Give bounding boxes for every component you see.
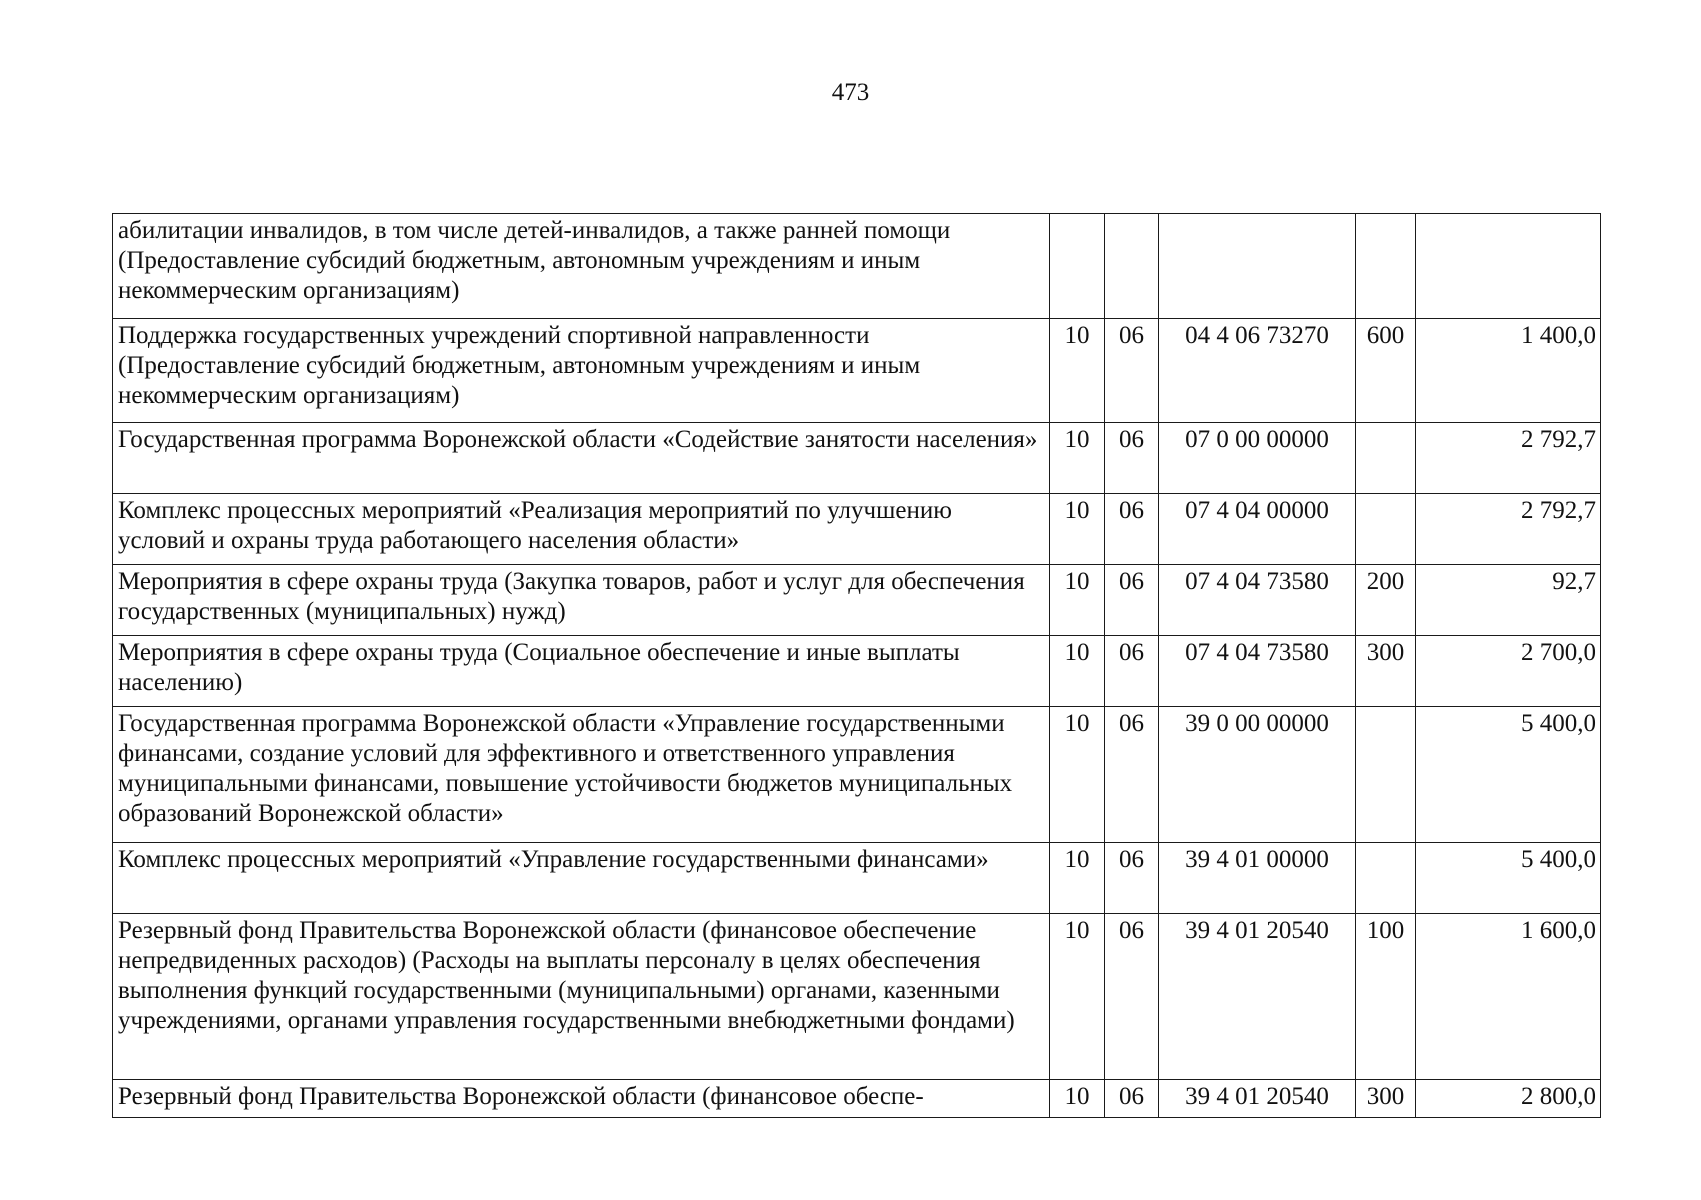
table-row [113, 423, 1601, 494]
row-expense-type [1356, 843, 1416, 914]
row-section [1050, 214, 1105, 319]
row-amount [1416, 214, 1601, 319]
row-expense-type: 300 [1356, 636, 1416, 707]
row-target-article: 07 4 04 00000 [1159, 494, 1356, 565]
table-row [113, 843, 1601, 914]
row-section: 10 [1050, 843, 1105, 914]
row-subsection: 06 [1105, 1080, 1159, 1118]
table-row [113, 707, 1601, 843]
row-section: 10 [1050, 707, 1105, 843]
row-amount: 2 792,7 [1416, 423, 1601, 494]
row-section: 10 [1050, 914, 1105, 1080]
row-target-article [1159, 214, 1356, 319]
row-subsection: 06 [1105, 636, 1159, 707]
row-target-article: 07 4 04 73580 [1159, 636, 1356, 707]
row-amount: 92,7 [1416, 565, 1601, 636]
row-amount: 5 400,0 [1416, 843, 1601, 914]
row-amount: 2 700,0 [1416, 636, 1601, 707]
row-description: Мероприятия в сфере охраны труда (Закупка товаров, работ и услуг для обеспечения государственных (муниципальных) нужд) [113, 565, 1050, 636]
row-amount: 5 400,0 [1416, 707, 1601, 843]
row-target-article: 39 4 01 20540 [1159, 1080, 1356, 1118]
row-amount: 1 400,0 [1416, 319, 1601, 423]
row-expense-type: 200 [1356, 565, 1416, 636]
row-subsection: 06 [1105, 423, 1159, 494]
table-row [113, 494, 1601, 565]
row-section: 10 [1050, 494, 1105, 565]
row-section: 10 [1050, 319, 1105, 423]
row-subsection [1105, 214, 1159, 319]
row-subsection: 06 [1105, 565, 1159, 636]
row-subsection: 06 [1105, 707, 1159, 843]
row-target-article: 04 4 06 73270 [1159, 319, 1356, 423]
row-expense-type: 100 [1356, 914, 1416, 1080]
row-amount: 2 792,7 [1416, 494, 1601, 565]
row-target-article: 39 4 01 00000 [1159, 843, 1356, 914]
row-description: Резервный фонд Правительства Воронежской области (финансовое обеспечение непредвиденных расходов) (Расходы на выплаты персоналу в целях обеспечения выполнения функций государственными (муниципальными) органами, казенными учреждениями, органами управления государственными внебюджетными фондами) [113, 914, 1050, 1080]
row-target-article: 39 0 00 00000 [1159, 707, 1356, 843]
table-row [113, 636, 1601, 707]
table-row [113, 319, 1601, 423]
table-row [113, 914, 1601, 1080]
row-expense-type: 600 [1356, 319, 1416, 423]
row-description: Государственная программа Воронежской области «Управление государственными финансами, создание условий для эффективного и ответственного управления муниципальными финансами, повышение устойчивости бюджетов муниципальных образований Воронежской области» [113, 707, 1050, 843]
row-description: Мероприятия в сфере охраны труда (Социальное обеспечение и иные выплаты населению) [113, 636, 1050, 707]
row-section: 10 [1050, 636, 1105, 707]
row-target-article: 39 4 01 20540 [1159, 914, 1356, 1080]
row-target-article: 07 4 04 73580 [1159, 565, 1356, 636]
row-subsection: 06 [1105, 494, 1159, 565]
row-amount: 1 600,0 [1416, 914, 1601, 1080]
row-subsection: 06 [1105, 319, 1159, 423]
row-subsection: 06 [1105, 914, 1159, 1080]
row-expense-type [1356, 214, 1416, 319]
row-section: 10 [1050, 565, 1105, 636]
budget-table [112, 213, 1601, 1118]
row-section: 10 [1050, 423, 1105, 494]
table-row [113, 1080, 1601, 1118]
row-expense-type: 300 [1356, 1080, 1416, 1118]
row-description: Комплекс процессных мероприятий «Реализация мероприятий по улучшению условий и охраны труда работающего населения области» [113, 494, 1050, 565]
row-expense-type [1356, 423, 1416, 494]
row-description: Поддержка государственных учреждений спортивной направленности (Предоставление субсидий бюджетным, автономным учреждениям и иным некоммерческим организациям) [113, 319, 1050, 423]
row-description: Комплекс процессных мероприятий «Управление государственными финансами» [113, 843, 1050, 914]
row-section: 10 [1050, 1080, 1105, 1118]
row-description: Резервный фонд Правительства Воронежской области (финансовое обеспе- [113, 1080, 1050, 1118]
row-description: Государственная программа Воронежской области «Содействие занятости населения» [113, 423, 1050, 494]
row-target-article: 07 0 00 00000 [1159, 423, 1356, 494]
row-expense-type [1356, 494, 1416, 565]
row-amount: 2 800,0 [1416, 1080, 1601, 1118]
table-row [113, 214, 1601, 319]
page-number: 473 [831, 79, 870, 106]
row-subsection: 06 [1105, 843, 1159, 914]
row-description: абилитации инвалидов, в том числе детей-инвалидов, а также ранней помощи (Предоставление субсидий бюджетным, автономным учреждениям и иным некоммерческим организациям) [113, 214, 1050, 319]
row-expense-type [1356, 707, 1416, 843]
table-row [113, 565, 1601, 636]
